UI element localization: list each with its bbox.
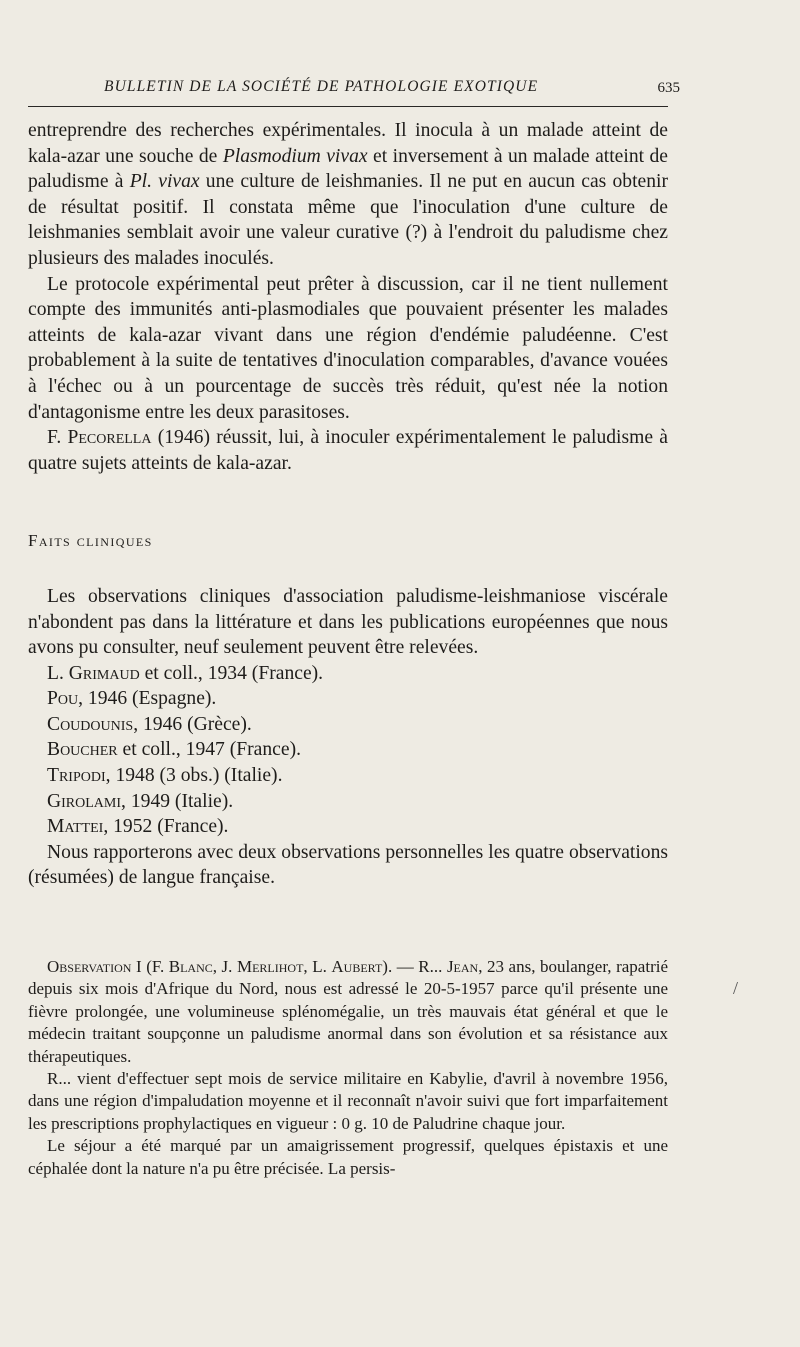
- journal-title: BULLETIN DE LA SOCIÉTÉ DE PATHOLOGIE EXOTIQUE: [104, 78, 539, 95]
- reference-author: Coudounis: [47, 713, 134, 735]
- reference-item: [28, 737, 668, 763]
- observation-paragraph-3: Le séjour a été marqué par un amaigrissement progressif, quelques épistaxis et une céphalée dont la nature n'a pu être précisée. La persis-: [28, 1136, 668, 1178]
- reference-detail: , 1946 (Espagne).: [78, 688, 217, 710]
- reference-item: [28, 814, 668, 840]
- obs-text: (F.: [141, 957, 169, 976]
- reference-detail: , 1952 (France).: [103, 816, 229, 838]
- reference-item: [28, 789, 668, 815]
- reference-author: Girolami: [47, 790, 122, 812]
- reference-item: [28, 686, 668, 712]
- obs-patient: Jean: [446, 957, 479, 976]
- reference-item: [28, 763, 668, 789]
- margin-mark: /: [733, 978, 739, 998]
- paragraph-1: [28, 118, 668, 272]
- section-heading: Faits cliniques: [28, 531, 153, 551]
- para1-text-3: une culture de leishmanies. Il ne put en aucun cas obtenir de résultat positif. Il constata même que l'inoculation d'une culture de leishmanies semblait avoir une valeur curative (?) à l'endroit du paludisme chez plusieurs des malades inoculés.: [28, 171, 669, 269]
- paragraph-5: Nous rapporterons avec deux observations personnelles les quatre observations (résumées) de langue française.: [28, 841, 668, 889]
- para1-text-1: entreprendre des recherches expérimentales. Il inocula à un malade atteint de kala-azar une souche de: [28, 120, 668, 167]
- obs-text: , 23 ans, boulanger, rapatrié depuis six mois d'Afrique du Nord, nous est adressé le 20-5-1957 parce qu'il présente une fièvre prolongée, une volumineuse splénomégalie, un très mauvais état général et que le médecin traitant soupçonne un paludisme anormal dans son évolution et sa résistance aux thérapeutiques.: [28, 957, 668, 1066]
- para1-text-2: et inversement à un malade atteint de paludisme à: [28, 145, 669, 193]
- para1-italic-1: Plasmodium vivax: [222, 145, 368, 167]
- reference-list: [28, 661, 668, 840]
- observation-paragraph-2: R... vient d'effectuer sept mois de service militaire en Kabylie, d'avril à novembre 1956, dans une région d'impaludation moyenne et il reconnaît n'avoir suivi que fort imparfaitement les prescriptions prophylactiques en vigueur : 0 g. 10 de Paludrine chaque jour.: [28, 1069, 668, 1133]
- paragraph-4: Les observations cliniques d'association paludisme-leishmaniose viscérale n'abondent pas dans la littérature et dans les publications européennes que nous avons pu consulter, neuf seulement peuvent être relevées.: [28, 585, 668, 659]
- reference-detail: , 1949 (Italie).: [121, 790, 234, 812]
- reference-detail: et coll., 1947 (France).: [117, 739, 301, 761]
- obs-author: Aubert: [331, 957, 383, 976]
- reference-detail: et coll., 1934 (France).: [139, 662, 324, 684]
- observation-section: [28, 956, 668, 1180]
- para3-text: (1946) réussit, lui, à inoculer expérimentalement le paludisme à quatre sujets atteints de kala-azar.: [28, 427, 668, 474]
- observation-paragraph-1: [28, 956, 668, 1068]
- reference-author: Boucher: [47, 739, 118, 761]
- para1-italic-2: Pl. vivax: [129, 171, 200, 193]
- reference-detail: , 1948 (3 obs.) (Italie).: [105, 765, 283, 787]
- main-text: [28, 118, 668, 891]
- reference-author: Pou: [47, 688, 79, 710]
- obs-text: ). — R...: [382, 957, 447, 976]
- reference-item: [28, 712, 668, 738]
- author-name: F. Pecorella: [47, 427, 152, 449]
- paragraph-2: Le protocole expérimental peut prêter à discussion, car il ne tient nullement compte des immunités anti-plasmodiales que pouvaient présenter les malades atteints de kala-azar vivant dans une région d'endémie paludéenne. C'est probablement à la suite de tentatives d'inoculation comparables, d'avance vouées à l'échec ou à un pourcentage de succès très réduit, qu'est née la notion d'antagonisme entre les deux parasitoses.: [28, 273, 668, 423]
- observation-label: Observation I: [47, 957, 142, 976]
- page-number: 635: [657, 80, 680, 96]
- reference-author: Mattei: [47, 816, 104, 838]
- reference-author: L. Grimaud: [47, 662, 140, 684]
- reference-detail: , 1946 (Grèce).: [133, 713, 252, 735]
- obs-author: Merlihot: [236, 957, 304, 976]
- paragraph-3: [28, 425, 668, 476]
- reference-item: [28, 661, 668, 687]
- obs-author: Blanc: [168, 957, 213, 976]
- obs-text: , L.: [303, 957, 332, 976]
- running-header: [90, 76, 680, 100]
- header-rule: [28, 106, 668, 107]
- reference-author: Tripodi: [47, 765, 106, 787]
- obs-text: , J.: [212, 957, 237, 976]
